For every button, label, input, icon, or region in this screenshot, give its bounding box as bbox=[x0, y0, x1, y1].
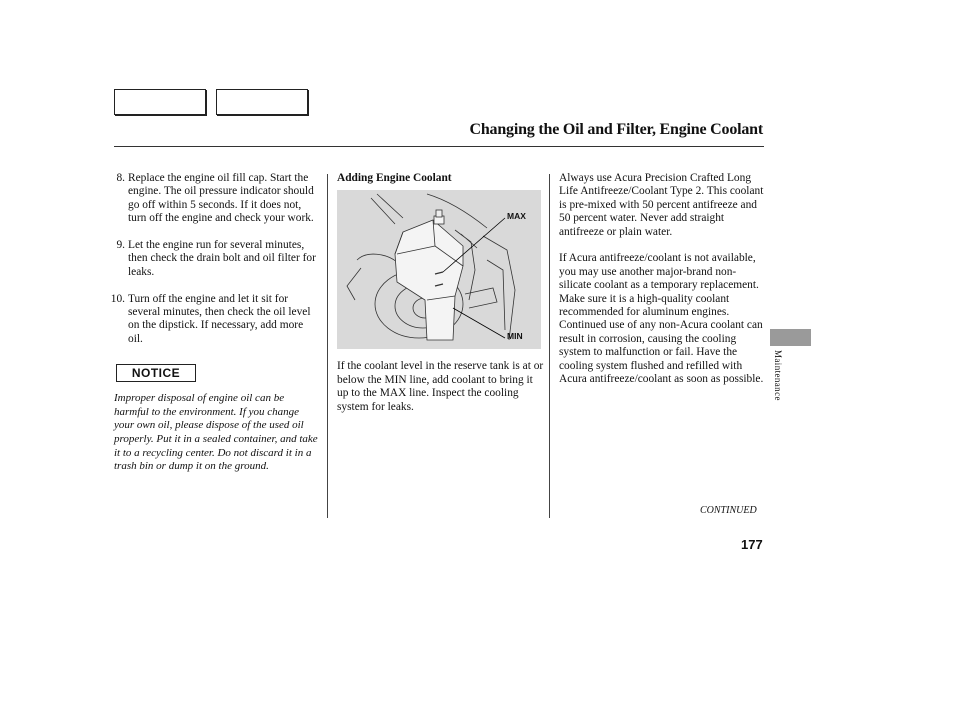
antifreeze-paragraph-2: If Acura antifreeze/coolant is not available, you may use another major-brand non-silicate coolant as a temporary replacement. Make sure it is a high-quality coolant recommended for aluminum engines. Continued use of any non-Acura coolant can result in corrosion, causing the cooling system to malfunction or fail. Have the cooling system flushed and refilled with Acura antifreeze/coolant as soon as possible. bbox=[559, 252, 764, 386]
nav-button-1[interactable] bbox=[114, 89, 206, 115]
step-number: 9. bbox=[116, 239, 125, 252]
section-side-label: Maintenance bbox=[773, 350, 783, 401]
page-number: 177 bbox=[741, 537, 763, 552]
coolant-level-text: If the coolant level in the reserve tank is at or below the MIN line, add coolant to bring it up to the MAX line. Inspect the cooling system for leaks. bbox=[337, 360, 544, 413]
step-number: 10. bbox=[110, 292, 125, 305]
step-text: Replace the engine oil fill cap. Start the engine. The oil pressure indicator should go off within 5 seconds. If it does not, turn off the engine and check your work. bbox=[128, 172, 314, 225]
step-8 bbox=[114, 172, 319, 226]
step-10 bbox=[110, 292, 319, 347]
coolant-reservoir-figure bbox=[337, 190, 541, 349]
continued-label: CONTINUED bbox=[700, 505, 757, 516]
step-text: Turn off the engine and let it sit for several minutes, then check the oil level on the dipstick. If necessary, add more oil. bbox=[128, 292, 311, 345]
nav-button-2[interactable] bbox=[216, 89, 308, 115]
antifreeze-paragraph-1: Always use Acura Precision Crafted Long Life Antifreeze/Coolant Type 2. This coolant is pre-mixed with 50 percent antifreeze and 50 percent water. Never add straight antifreeze or plain water. bbox=[559, 172, 764, 238]
max-label: MAX bbox=[507, 211, 526, 222]
page-title: Changing the Oil and Filter, Engine Coolant bbox=[469, 121, 763, 138]
notice-text: Improper disposal of engine oil can be harmful to the environment. If you change your own oil, please dispose of the used oil properly. Put it in a sealed container, and take it to a recycling center. Do not discard it in a trash bin or dump it on the ground. bbox=[114, 392, 318, 473]
middle-column bbox=[337, 172, 545, 427]
left-column bbox=[110, 172, 319, 474]
section-tab-marker bbox=[770, 329, 811, 346]
section-heading: Adding Engine Coolant bbox=[337, 172, 452, 184]
step-9 bbox=[114, 239, 319, 279]
column-divider bbox=[327, 174, 328, 518]
notice-label: NOTICE bbox=[116, 364, 196, 382]
right-column bbox=[559, 172, 767, 400]
step-text: Let the engine run for several minutes, then check the drain bolt and oil filter for leaks. bbox=[128, 239, 316, 278]
step-number: 8. bbox=[116, 172, 125, 184]
min-label: MIN bbox=[507, 331, 523, 342]
column-divider bbox=[549, 174, 550, 518]
title-rule bbox=[114, 146, 764, 147]
